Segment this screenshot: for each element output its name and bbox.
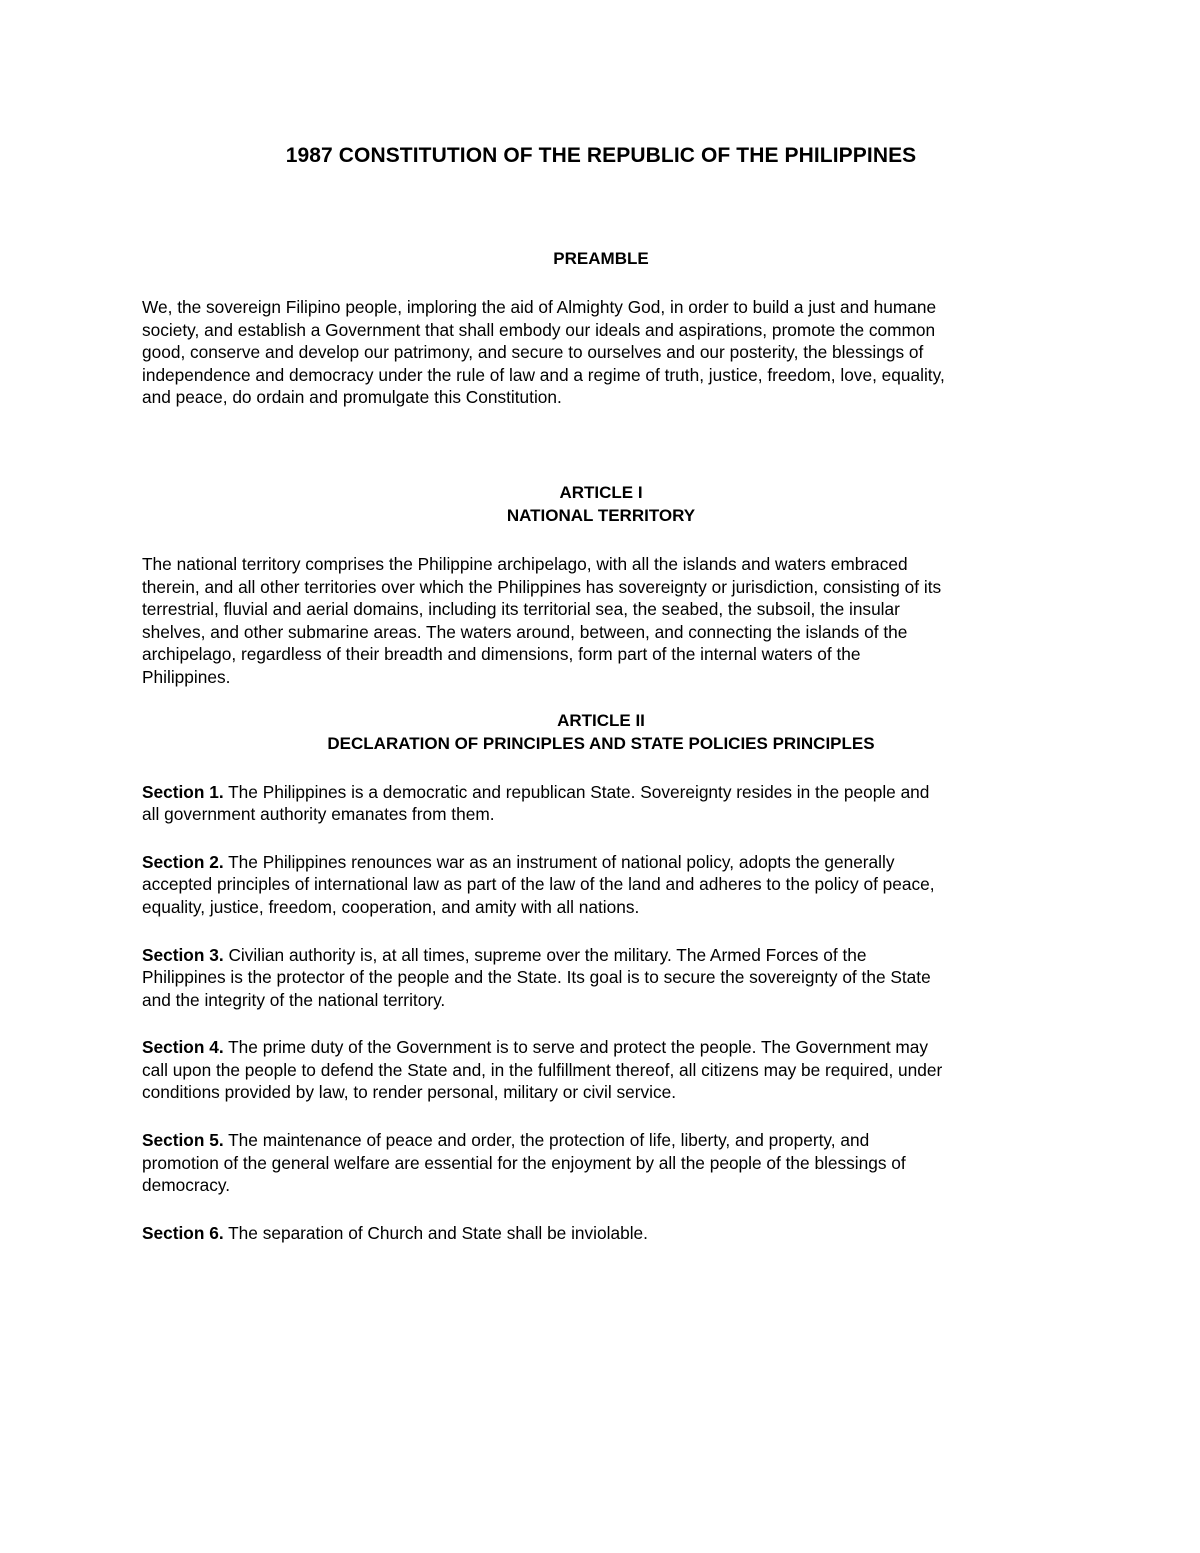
spacer [142,755,1060,781]
text-line: terrestrial, fluvial and aerial domains, including its territorial sea, the seabed, the subsoil, the insular [142,599,900,620]
spacer [142,1104,1060,1129]
section-6 [142,1222,1060,1245]
text-line: The prime duty of the Government is to serve and protect the people. The Government may [223,1037,929,1058]
section-3-label: Section 3. [142,944,224,965]
document-title: 1987 CONSTITUTION OF THE REPUBLIC OF THE PHILIPPINES [285,144,917,167]
section-1-label: Section 1. [142,781,224,802]
spacer [142,1011,1060,1036]
text-line: therein, and all other territories over which the Philippines has sovereignty or jurisdiction, consisting of its [142,576,942,597]
preamble-text [142,296,1060,409]
section-1 [142,781,1060,826]
spacer [142,826,1060,851]
text-line: good, conserve and develop our patrimony, and secure to ourselves and our posterity, the blessings of [142,342,924,363]
text-line: The separation of Church and State shall be inviolable. [223,1222,648,1243]
text-line: call upon the people to defend the State and, in the fulfillment thereof, all citizens may be required, under [142,1059,943,1080]
spacer [142,170,1060,247]
text-line: Philippines is the protector of the people and the State. Its goal is to secure the sovereignty of the State [142,967,931,988]
article-2-number: ARTICLE II [557,710,645,730]
section-4-label: Section 4. [142,1037,224,1058]
spacer [142,270,1060,296]
text-line: and peace, do ordain and promulgate this Constitution. [142,387,562,408]
spacer [142,1197,1060,1222]
text-line: archipelago, regardless of their breadth and dimensions, form part of the internal waters of the [142,644,861,665]
text-line: Civilian authority is, at all times, supreme over the military. The Armed Forces of the [223,944,867,965]
section-2 [142,851,1060,919]
article-1-title: NATIONAL TERRITORY [506,505,696,525]
section-3 [142,944,1060,1012]
text-line: The national territory comprises the Philippine archipelago, with all the islands and waters embraced [142,553,908,574]
spacer [142,409,1060,481]
section-2-label: Section 2. [142,851,224,872]
spacer [142,919,1060,944]
article-2-title: DECLARATION OF PRINCIPLES AND STATE POLICIES PRINCIPLES [327,733,875,753]
spacer [142,689,1060,709]
text-line: We, the sovereign Filipino people, imploring the aid of Almighty God, in order to build a just and humane [142,297,937,317]
text-line: democracy. [142,1175,231,1196]
section-5 [142,1129,1060,1197]
article-1-number: ARTICLE I [559,482,643,502]
text-line: accepted principles of international law as part of the law of the land and adheres to the policy of peace, [142,874,935,895]
document-body [142,142,1060,1244]
preamble-heading: PREAMBLE [553,249,649,268]
text-line: society, and establish a Government that shall embody our ideals and aspirations, promote the common [142,319,936,340]
article-1-text [142,553,1060,689]
text-line: The Philippines is a democratic and republican State. Sovereignty resides in the people and [223,781,930,802]
text-line: equality, justice, freedom, cooperation, and amity with all nations. [142,896,640,917]
section-4 [142,1036,1060,1104]
text-line: promotion of the general welfare are essential for the enjoyment by all the people of the blessings of [142,1152,906,1173]
text-line: The Philippines renounces war as an instrument of national policy, adopts the generally [223,851,895,872]
text-line: Philippines. [142,666,231,687]
text-line: independence and democracy under the rule of law and a regime of truth, justice, freedom, love, equality, [142,364,945,385]
text-line: and the integrity of the national territory. [142,989,446,1010]
section-5-label: Section 5. [142,1130,224,1151]
text-line: shelves, and other submarine areas. The waters around, between, and connecting the islands of the [142,621,908,642]
text-line: conditions provided by law, to render personal, military or civil service. [142,1082,677,1103]
text-line: The maintenance of peace and order, the protection of life, liberty, and property, and [223,1130,870,1151]
text-line: all government authority emanates from them. [142,804,495,825]
spacer [142,527,1060,553]
section-6-label: Section 6. [142,1222,224,1243]
